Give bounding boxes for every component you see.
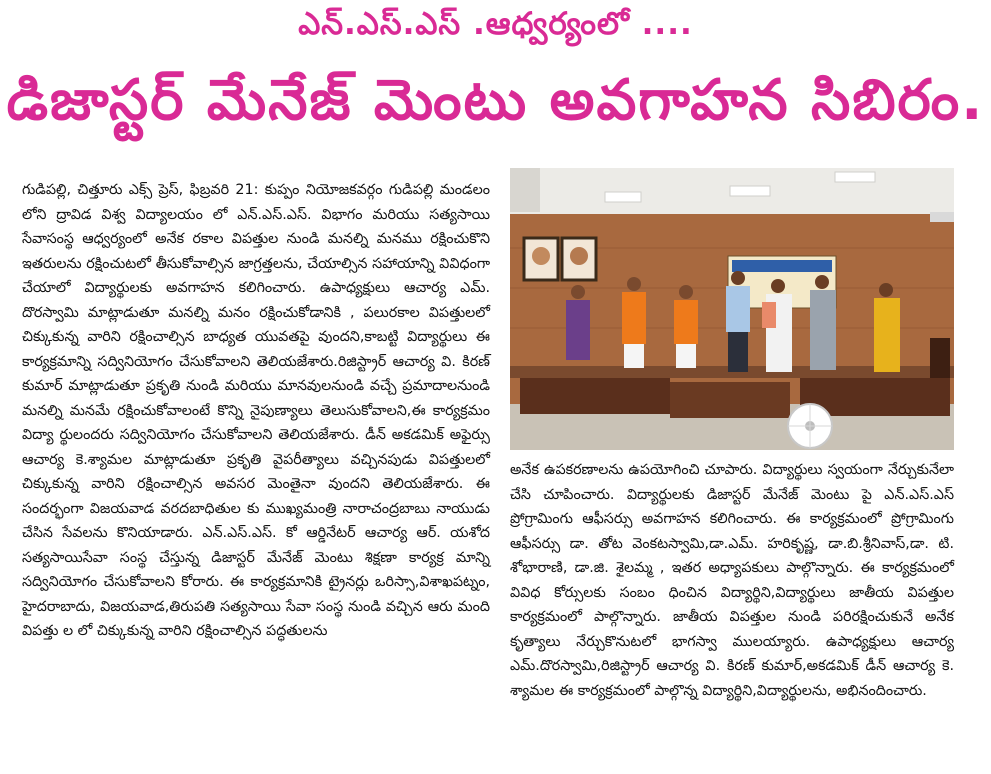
pedestal-fan [788, 404, 832, 448]
banner-strip [732, 260, 832, 272]
headline: డిజాస్టర్ మేనేజ్ మెంటు అవగాహన సిబిరం. [6, 68, 985, 133]
ceiling-light [605, 192, 641, 202]
article-text-left: గుడిపల్లి, చిత్తూరు ఎక్స్ ప్రెస్, ఫిబ్రవరి 21: కుప్పం నియోజకవర్గం గుడిపల్లి మండలం లోని ద్రావిడ విశ్వ విద్యాలయం లో ఎన్.ఎస్.ఎస్. విభాగం మరియు సత్యసాయి సేవాసంస్థ ఆధ్వర్యంలో అనేక రకాల విపత్తుల నుండి మనల్ని మనము రక్షించుకొని ఇతరులను రక్షించుటలో తీసుకోవాల్సిన జాగ్రత్తలను, చేయాల్సిన సహాయాన్ని వివిధంగా చేయాలో విద్యార్థులకు అవగాహన కలిగించారు. ఉపాధ్యక్షులు ఆచార్య ఎమ్. దొరస్వామి మాట్లాడుతూ మనల్ని మనం రక్షించుకోడానికి , పలురకాల విపత్తులలో చిక్కుకున్న వారిని రక్షించాల్సిన బాధ్యత యువతపై వుందని,కాబట్టి విద్యార్థులు ఈ కార్యక్రమాన్ని సద్వినియోగం చేసుకోవాలని తెలియజేశారు.రిజిస్ట్రార్ ఆచార్య వి. కిరణ్ కుమార్ మాట్లాడుతూ ప్రకృతి నుండి మరియు మానవులనుండి వచ్చే ప్రమాదాలనుండి మనల్ని మనమే రక్షించుకోవాలంటే కొన్ని నైపుణ్యాలు తెలుసుకోవాలని,ఈ కార్యక్రమం విద్యా ర్థులందరు సద్వినియోగం చేసుకోవాలని తెలియజేశారు. డీన్ అకడమిక్ అఫైర్సు ఆచార్య కె.శ్యామల మాట్లాడుతూ ప్రకృతి వైపరీత్యాలు వచ్చినపుడు విపత్తులలో చిక్కుకున్న వారిని రక్షించాల్సిన అవసర మెంతైనా వుందని తెలియజేశారు. ఈ సందర్భంగా విజయవాడ వరదబాధితుల కు ముఖ్యమంత్రి నారాచంద్రబాబు నాయుడు చేసిన సేవలను కొనియాడారు. ఎన్.ఎస్.ఎస్. కో ఆర్డినేటర్ ఆచార్య ఆర్. యశోద సత్యసాయిసేవా సంస్థ చేస్తున్న డిజాస్టర్ మేనేజ్ మెంటు శిక్షణా కార్యక్ర మాన్ని సద్వినియోగం చేసుకోవాలని కోరారు. ఈ కార్యక్రమానికి ట్రైనర్లు ఒరిస్సా,విశాఖపట్నం, హైదరాబాదు, విజయవాడ,తిరుపతి సత్యసాయి సేవా సంస్థ నుండి వచ్చిన ఆరు మంది విపత్తు ల లో చిక్కుకున్న వారిని రక్షించాల్సిన పద్ధతులను [22, 182, 490, 639]
headline-kicker: ఎన్.ఎస్.ఎస్ .ఆధ్వర్యంలో .... [298, 6, 693, 42]
portrait-face [532, 247, 550, 265]
article-text-right: అనేక ఉపకరణాలను ఉపయోగించి చూపారు. విద్యార్థులు స్వయంగా నేర్చుకునేలా చేసి చూపించారు. విద్యార్థులకు డిజాస్టర్ మేనేజ్ మెంటు పై ఎన్.ఎస్.ఎస్ ప్రోగ్రామింగు ఆఫీసర్సు అవగాహన కలిగించారు. ఈ కార్యక్రమంలో ప్రోగ్రామింగు ఆఫీసర్సు డా. తోట వెంకటస్వామి,డా.ఎమ్. హరికృష్ణ, డా.బి.శ్రీనివాస్,డా. టి. శోభారాణి, డా.జి. శైలమ్మ , ఇతర అధ్యాపకులు పాల్గొన్నారు. ఈ కార్యక్రమంలో వివిధ కోర్సులకు సంబం ధించిన విద్యార్థిని,విద్యార్థులు జాతీయ విపత్తుల కార్యక్రమంలో పాల్గొన్నారు. జాతీయ విపత్తుల నుండి పరిరక్షించుకునే అనేక కృత్యాలు నేర్చుకొనుటలో భాగస్వా ములయ్యారు. ఉపాధ్యక్షులు ఆచార్య ఎమ్.దొరస్వామి,రిజిస్ట్రార్ ఆచార్య వి. కిరణ్ కుమార్,అకడమిక్ డీన్ ఆచార్య కె. శ్యామల ఈ కార్యక్రమంలో పాల్గొన్న విద్యార్థిని,విద్యార్థులను, అభినందించారు. [510, 462, 954, 699]
portrait-face [570, 247, 588, 265]
article-right-column [510, 458, 954, 703]
wall-ac [930, 212, 954, 222]
event-photo-illustration [510, 168, 954, 450]
ceiling-light [835, 172, 875, 182]
ceiling-light [730, 186, 770, 196]
table [520, 374, 670, 414]
cpr-mannequin [762, 302, 776, 328]
ceiling-panel [510, 168, 540, 212]
chair [930, 338, 950, 378]
table [670, 382, 790, 418]
event-photo [510, 168, 954, 450]
article-left-column [22, 178, 490, 644]
